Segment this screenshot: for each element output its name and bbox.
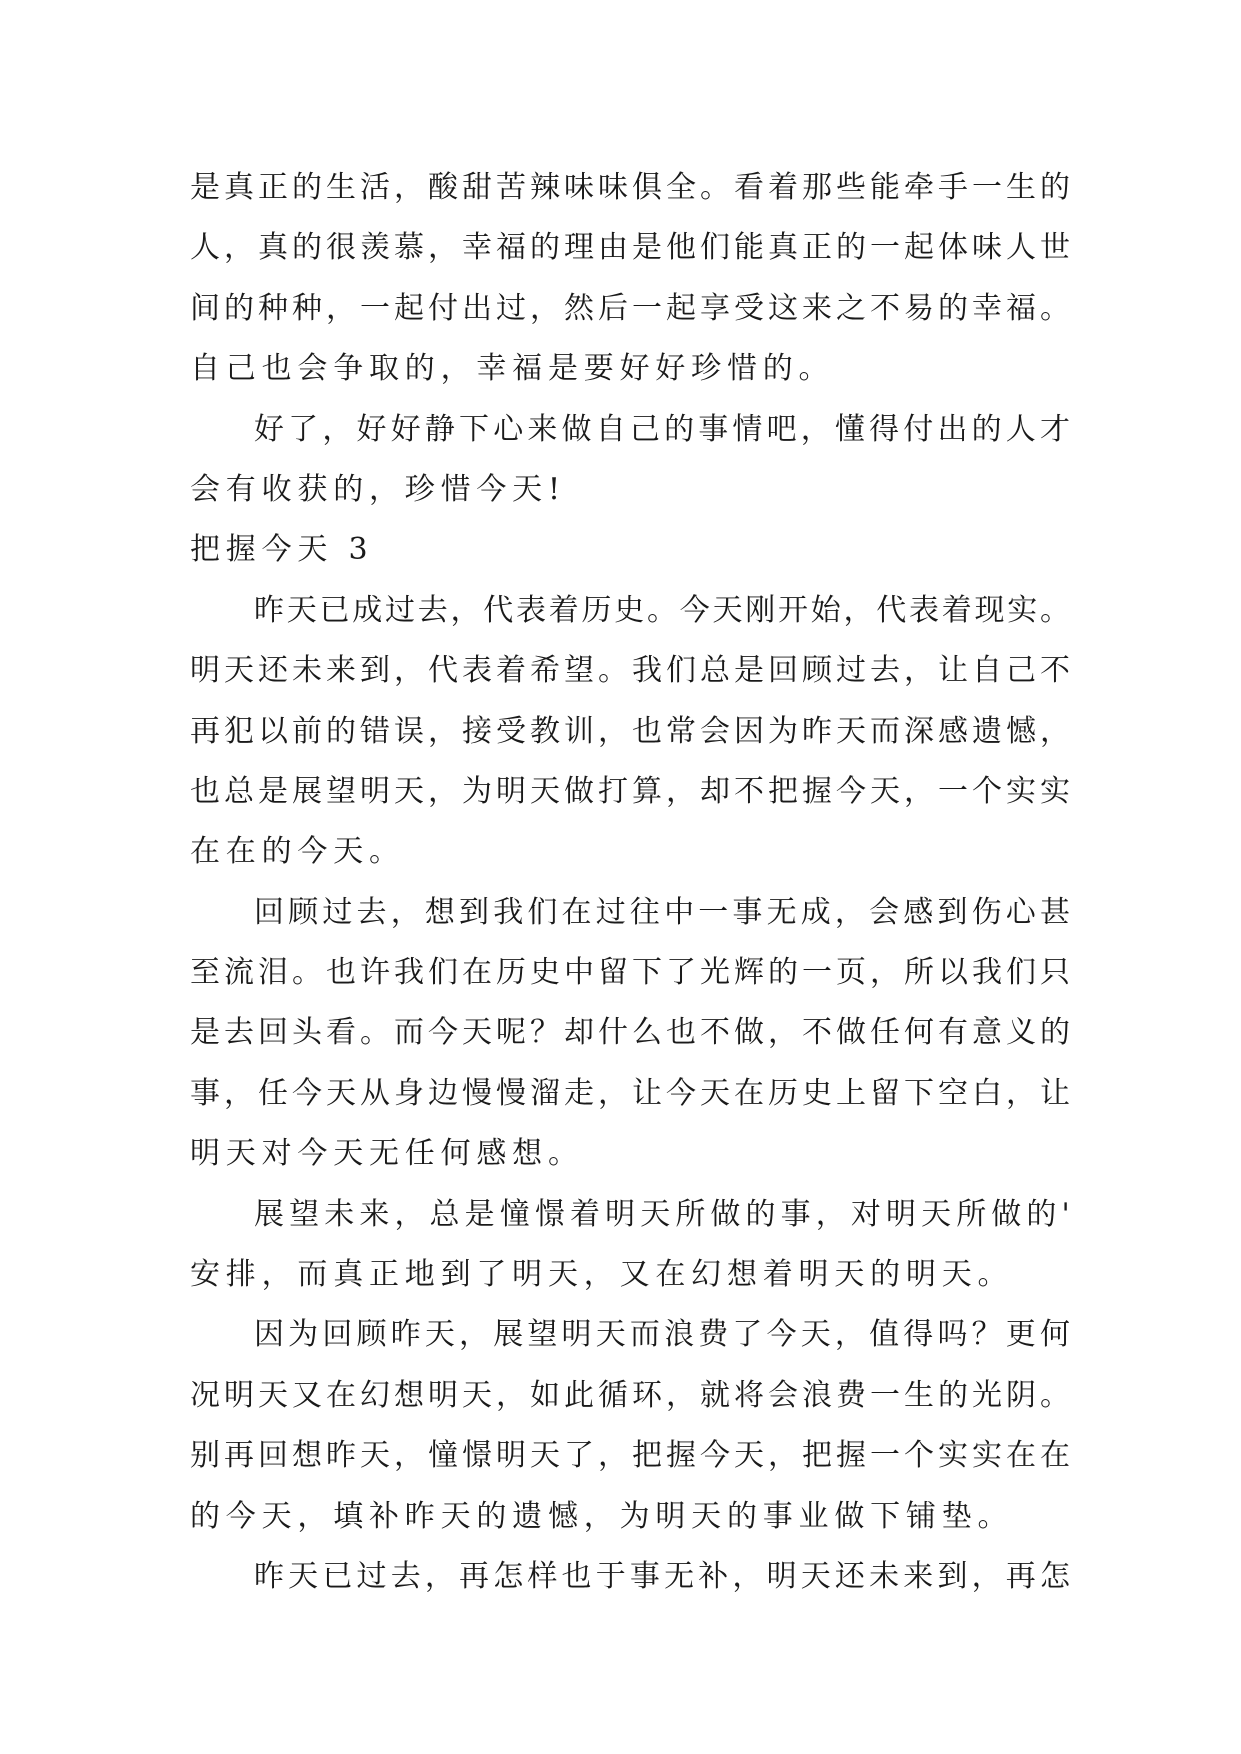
document-body: [190, 158, 1070, 1607]
text-line: 也 总 是 展 望 明 天 ， 为 明 天 做 打 算 ， 却 不 把 握 今 天 ， 一 个 实 实: [190, 773, 1070, 809]
text-line: 昨 天 已 过 去 ， 再 怎 样 也 于 事 无 补 ， 明 天 还 未 来 到 ， 再 怎: [254, 1558, 1070, 1594]
text-line: 明 天 还 未 来 到 ， 代 表 着 希 望 。 我 们 总 是 回 顾 过 去 ， 让 自 己 不: [190, 653, 1070, 689]
text-line: 在 在 的 今 天 。: [190, 834, 399, 870]
text-line: 至 流 泪 。 也 许 我 们 在 历 史 中 留 下 了 光 辉 的 一 页 ， 所 以 我 们 只: [190, 955, 1070, 991]
text-line: 好 了 ， 好 好 静 下 心 来 做 自 己 的 事 情 吧 ， 懂 得 付 出 的 人 才: [254, 411, 1070, 447]
section-heading: 把 握 今 天 3: [190, 532, 368, 568]
text-line: 展 望 未 来 ， 总 是 憧 憬 着 明 天 所 做 的 事 ， 对 明 天 所 做 的 ': [254, 1196, 1070, 1232]
text-line: 人 ， 真 的 很 羡 慕 ， 幸 福 的 理 由 是 他 们 能 真 正 的 一 起 体 味 人 世: [190, 230, 1070, 266]
text-line: 的 今 天 ， 填 补 昨 天 的 遗 憾 ， 为 明 天 的 事 业 做 下 铺 垫 。: [190, 1498, 1008, 1534]
text-line: 是 真 正 的 生 活 ， 酸 甜 苦 辣 味 味 俱 全 。 看 着 那 些 能 牵 手 一 生 的: [190, 170, 1070, 205]
text-line: 昨 天 已 成 过 去 ， 代 表 着 历 史 。 今 天 刚 开 始 ， 代 表 着 现 实 。: [254, 592, 1070, 628]
text-line: 是 去 回 头 看 。 而 今 天 呢 ？ 却 什 么 也 不 做 ， 不 做 任 何 有 意 义 的: [190, 1015, 1070, 1051]
text-line: 再 犯 以 前 的 错 误 ， 接 受 教 训 ， 也 常 会 因 为 昨 天 而 深 感 遗 憾 ，: [190, 713, 1070, 749]
text-line: 安 排 ， 而 真 正 地 到 了 明 天 ， 又 在 幻 想 着 明 天 的 明 天 。: [190, 1257, 1008, 1293]
text-line: 别 再 回 想 昨 天 ， 憧 憬 明 天 了 ， 把 握 今 天 ， 把 握 一 个 实 实 在 在: [190, 1438, 1070, 1474]
text-line: 因 为 回 顾 昨 天 ， 展 望 明 天 而 浪 费 了 今 天 ， 值 得 吗 ？ 更 何: [254, 1317, 1070, 1353]
text-line: 回 顾 过 去 ， 想 到 我 们 在 过 往 中 一 事 无 成 ， 会 感 到 伤 心 甚: [254, 894, 1070, 930]
text-line: 间 的 种 种 ， 一 起 付 出 过 ， 然 后 一 起 享 受 这 来 之 不 易 的 幸 福 。: [190, 290, 1070, 326]
text-line: 况 明 天 又 在 幻 想 明 天 ， 如 此 循 环 ， 就 将 会 浪 费 一 生 的 光 阴 。: [190, 1377, 1070, 1413]
text-line: 自 己 也 会 争 取 的 ， 幸 福 是 要 好 好 珍 惜 的 。: [190, 351, 829, 387]
text-line: 事 ， 任 今 天 从 身 边 慢 慢 溜 走 ， 让 今 天 在 历 史 上 留 下 空 白 ， 让: [190, 1075, 1070, 1111]
text-line: 会 有 收 获 的 ， 珍 惜 今 天 !: [190, 471, 561, 507]
text-line: 明 天 对 今 天 无 任 何 感 想 。: [190, 1136, 578, 1172]
